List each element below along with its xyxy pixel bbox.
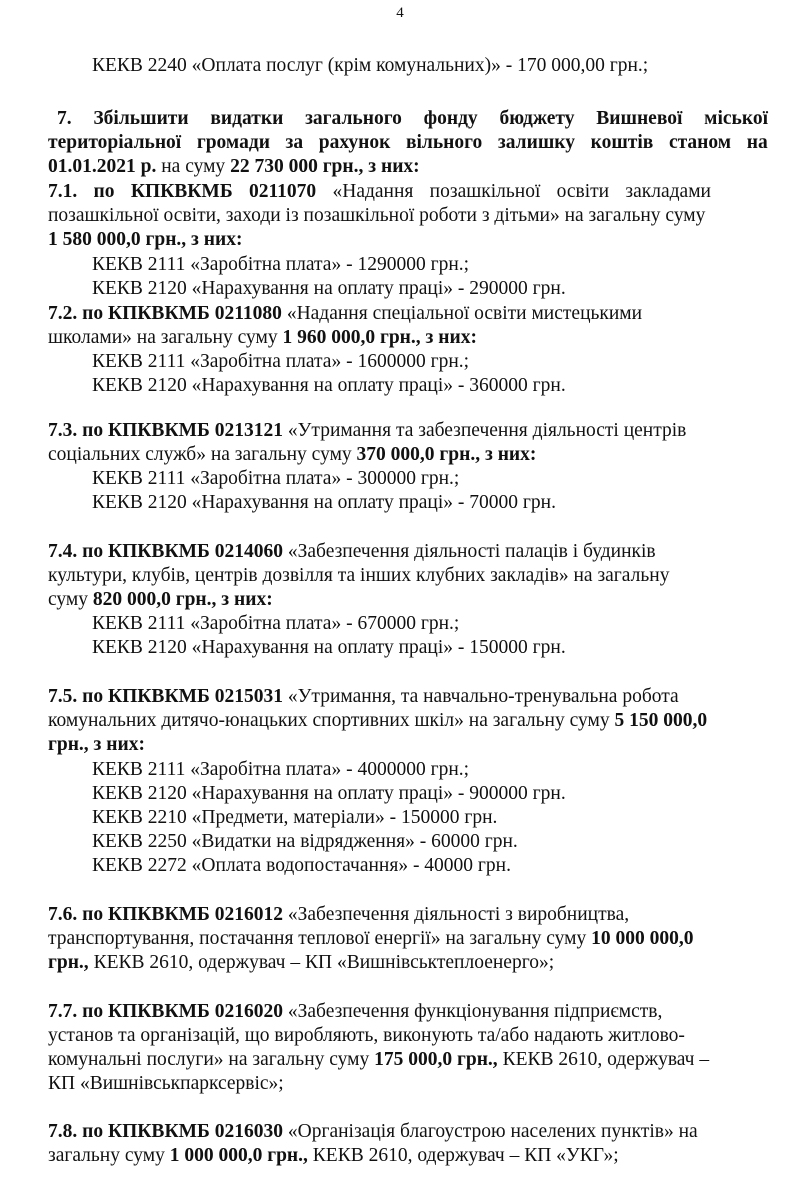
subsection-heading: 7.3. по КПКВКМБ 0213121 <box>48 420 283 441</box>
subsection-text: «Утримання, та навчально-тренувальна робота <box>287 686 679 707</box>
subsection-total: 5 150 000,0 <box>614 710 708 731</box>
subsection-7-7-line-1 <box>48 1000 662 1024</box>
subsection-text: комунальні послуги» на загальну суму <box>48 1049 370 1070</box>
subsection-7-3-line-2 <box>48 443 536 467</box>
subsection-heading: 7.2. по КПКВКМБ 0211080 <box>48 303 282 324</box>
intro-kekv-line: КЕКВ 2240 «Оплата послуг (крім комунальних)» - 170 000,00 грн.; <box>92 55 649 76</box>
kekv-item: КЕКВ 2120 «Нарахування на оплату праці» - 70000 грн. <box>92 492 556 513</box>
subsection-text: «Забезпечення діяльності з виробництва, <box>287 904 630 925</box>
subsection-7-1-line-3 <box>48 228 243 252</box>
subsection-heading: 7.8. по КПКВКМБ 0216030 <box>48 1121 283 1142</box>
section-7-word: бюджету <box>499 108 575 129</box>
section-7-line-3 <box>48 155 420 179</box>
section-7-text: на суму <box>161 156 226 177</box>
section-7-word: фонду <box>423 108 478 129</box>
kekv-item: КЕКВ 2111 «Заробітна плата» - 300000 грн.; <box>92 468 460 489</box>
subsection-heading: 7.4. по КПКВКМБ 0214060 <box>48 541 283 562</box>
subsection-7-6-line-2 <box>48 927 694 951</box>
subsection-total-suffix: грн., <box>48 952 89 973</box>
subsection-text: КЕКВ 2610, одержувач – <box>502 1049 710 1070</box>
subsection-text: КЕКВ 2610, одержувач – КП «Вишнівськтеплоенерго»; <box>93 952 555 973</box>
section-7-word: видатки <box>210 108 284 129</box>
kekv-item: КЕКВ 2111 «Заробітна плата» - 670000 грн.; <box>92 613 460 634</box>
subsection-7-6-line-1 <box>48 903 629 927</box>
page-number: 4 <box>396 5 404 21</box>
subsection-text: «Забезпечення функціонування підприємств, <box>287 1001 663 1022</box>
subsection-text: транспортування, постачання теплової енергії» на загальну суму <box>48 928 587 949</box>
subsection-text: «Надання позашкільної освіти закладами <box>332 181 711 202</box>
subsection-total: 1 960 000,0 грн., з них: <box>282 327 477 348</box>
subsection-heading: 7.7. по КПКВКМБ 0216020 <box>48 1001 283 1022</box>
kekv-item: КЕКВ 2111 «Заробітна плата» - 1290000 грн.; <box>92 254 470 275</box>
subsection-text: загальну суму <box>48 1145 165 1166</box>
subsection-7-8-line-1 <box>48 1120 698 1144</box>
subsection-total-suffix: грн., з них: <box>48 734 145 755</box>
subsection-7-2-line-2 <box>48 326 477 350</box>
subsection-total: 1 000 000,0 грн., <box>169 1145 308 1166</box>
kekv-item: КЕКВ 2120 «Нарахування на оплату праці» - 150000 грн. <box>92 637 566 658</box>
section-7-word: Збільшити <box>93 108 189 129</box>
kekv-item: КЕКВ 2272 «Оплата водопостачання» - 40000 грн. <box>92 855 511 876</box>
section-7-line-2 <box>48 131 768 155</box>
subsection-7-4-line-1 <box>48 540 656 564</box>
subsection-total: 820 000,0 грн., з них: <box>92 589 273 610</box>
section-7-total: 22 730 000 грн., з них: <box>230 156 420 177</box>
subsection-7-8-line-2 <box>48 1144 619 1168</box>
section-7-word: загального <box>305 108 402 129</box>
subsection-text: «Забезпечення діяльності палаців і будинків <box>287 541 656 562</box>
kekv-item: КЕКВ 2250 «Видатки на відрядження» - 60000 грн. <box>92 831 518 852</box>
section-7-number: 7. <box>57 108 72 129</box>
subsection-text: комунальних дитячо-юнацьких спортивних шкіл» на загальну суму <box>48 710 610 731</box>
kekv-item: КЕКВ 2111 «Заробітна плата» - 1600000 грн.; <box>92 351 470 372</box>
subsection-text: соціальних служб» на загальну суму <box>48 444 352 465</box>
subsection-text: школами» на загальну суму <box>48 327 278 348</box>
subsection-heading: 7.1. по КПКВКМБ 0211070 <box>48 181 317 202</box>
subsection-heading: 7.5. по КПКВКМБ 0215031 <box>48 686 283 707</box>
subsection-total: 370 000,0 грн., з них: <box>356 444 537 465</box>
subsection-total: 1 580 000,0 грн., з них: <box>48 229 243 250</box>
subsection-7-5-line-1 <box>48 685 679 709</box>
section-7-word: Вишневої <box>596 108 683 129</box>
subsection-7-1-line-1 <box>48 180 768 204</box>
subsection-text: «Надання спеціальної освіти мистецькими <box>286 303 643 324</box>
kekv-item: КЕКВ 2120 «Нарахування на оплату праці» - 360000 грн. <box>92 375 566 396</box>
subsection-7-7-line-2: установ та організацій, що виробляють, виконують та/або надають житлово- <box>48 1025 685 1046</box>
subsection-7-7-line-3 <box>48 1048 709 1072</box>
section-7-text: територіальної громади за рахунок вільного залишку коштів станом на <box>48 132 768 153</box>
subsection-7-7-line-4: КП «Вишнівськпарксервіс»; <box>48 1073 284 1094</box>
subsection-total: 175 000,0 грн., <box>374 1049 498 1070</box>
subsection-7-2-line-1 <box>48 302 642 326</box>
subsection-7-6-line-3 <box>48 951 554 975</box>
subsection-7-5-line-2 <box>48 709 707 733</box>
kekv-item: КЕКВ 2120 «Нарахування на оплату праці» - 290000 грн. <box>92 278 566 299</box>
subsection-text: КЕКВ 2610, одержувач – КП «УКГ»; <box>312 1145 619 1166</box>
subsection-7-5-line-3 <box>48 733 145 757</box>
subsection-7-4-line-2: культури, клубів, центрів дозвілля та інших клубних закладів» на загальну <box>48 565 670 586</box>
subsection-text: «Організація благоустрою населених пунктів» на <box>287 1121 698 1142</box>
kekv-item: КЕКВ 2111 «Заробітна плата» - 4000000 грн.; <box>92 759 470 780</box>
subsection-text: «Утримання та забезпечення діяльності центрів <box>287 420 687 441</box>
kekv-item: КЕКВ 2120 «Нарахування на оплату праці» - 900000 грн. <box>92 783 566 804</box>
subsection-text: суму <box>48 589 88 610</box>
subsection-7-1-line-2: позашкільної освіти, заходи із позашкільної роботи з дітьми» на загальну суму <box>48 205 706 226</box>
subsection-total: 10 000 000,0 <box>591 928 694 949</box>
subsection-heading: 7.6. по КПКВКМБ 0216012 <box>48 904 283 925</box>
section-7-word: міської <box>704 108 768 129</box>
kekv-item: КЕКВ 2210 «Предмети, матеріали» - 150000 грн. <box>92 807 498 828</box>
subsection-7-3-line-1 <box>48 419 686 443</box>
section-7-line-1 <box>57 107 768 131</box>
subsection-7-4-line-3 <box>48 588 273 612</box>
section-7-date: 01.01.2021 р. <box>48 156 157 177</box>
